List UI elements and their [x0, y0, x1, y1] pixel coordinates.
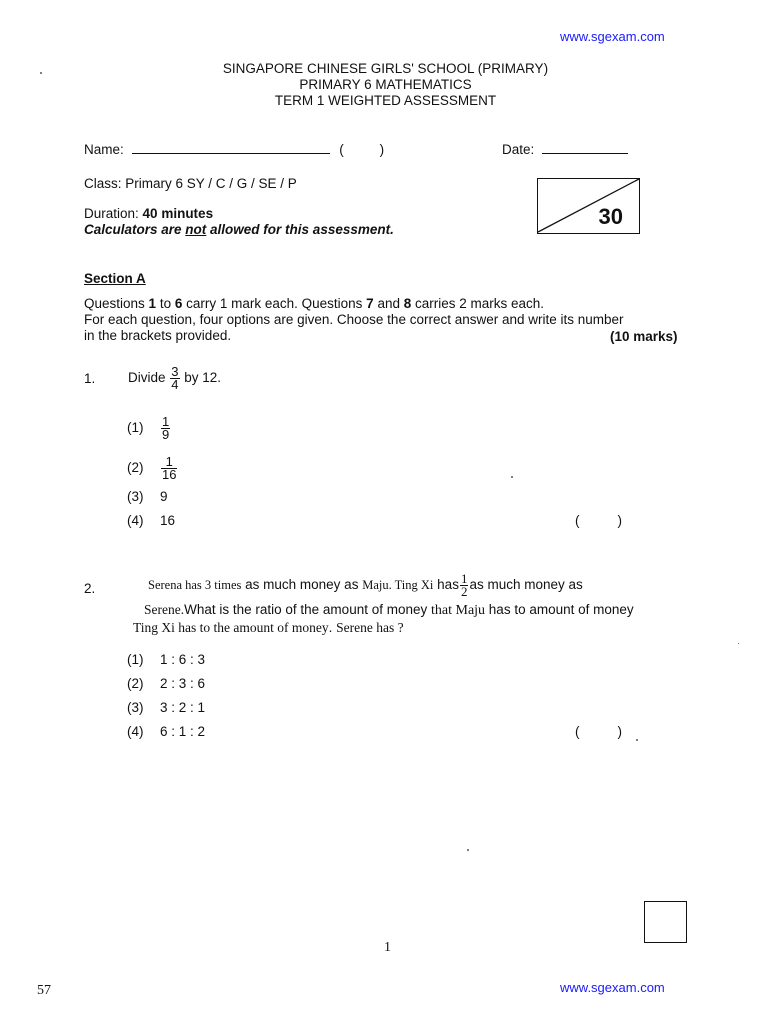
- fraction-denominator: 16: [162, 466, 177, 482]
- score-box-diagonal: [538, 179, 639, 233]
- top-website-link[interactable]: www.sgexam.com: [560, 29, 665, 44]
- instruction-bold: 7: [366, 296, 374, 311]
- instruction-text: carry 1 mark each. Questions: [182, 296, 367, 311]
- q1-answer-bracket[interactable]: [575, 513, 622, 528]
- option-value: 1 : 6 : 3: [160, 652, 206, 667]
- q2-text-serif: Serena has 3 times: [148, 578, 242, 592]
- q1-number: 1.: [84, 371, 96, 386]
- date-label: Date:: [502, 142, 535, 157]
- total-score-box: [537, 178, 640, 234]
- q1-option-4[interactable]: [127, 513, 175, 528]
- date-blank-line[interactable]: [542, 143, 628, 154]
- option-label: (1): [127, 652, 144, 667]
- q2-number: 2.: [84, 581, 96, 596]
- option-label: (3): [127, 489, 144, 504]
- calculator-notice: [84, 222, 394, 237]
- option-label: (1): [127, 420, 144, 435]
- q2-option-1[interactable]: [127, 652, 205, 667]
- fraction-numerator: 1: [165, 453, 173, 469]
- bottom-website-link[interactable]: www.sgexam.com: [560, 980, 665, 995]
- option-label: (4): [127, 724, 144, 739]
- q2-text-serif: Maju. Ting Xi: [362, 578, 434, 592]
- calculator-notice-not: not: [185, 222, 207, 237]
- scan-speck: [40, 72, 42, 74]
- calculator-notice-start: Calculators are: [84, 222, 186, 237]
- q2-fraction: [460, 570, 469, 599]
- bracket-open: (: [575, 513, 580, 528]
- q2-text-serif: Ting Xi has to the amount of money: [133, 620, 329, 635]
- q1-option-3[interactable]: [127, 489, 168, 504]
- q1-fraction: [170, 363, 179, 392]
- option-value: 3 : 2 : 1: [160, 700, 206, 715]
- q2-text: as much money as: [241, 577, 363, 592]
- bracket-open: (: [575, 724, 580, 739]
- duration-value: 40 minutes: [142, 206, 214, 221]
- q2-text-serif: that Maju: [431, 603, 486, 618]
- q1-option-1[interactable]: [127, 411, 171, 445]
- option-value: 9: [160, 489, 168, 504]
- q2-text-serif: Serene has ?: [336, 620, 404, 635]
- q1-stem: [128, 361, 221, 395]
- scan-speck: [738, 643, 739, 644]
- fraction-denominator: 2: [460, 583, 468, 599]
- q2-option-2[interactable]: [127, 676, 205, 691]
- name-row: [84, 142, 384, 157]
- bracket-close: ): [617, 513, 622, 528]
- instruction-text: carries 2 marks each.: [411, 296, 545, 311]
- date-row: [502, 142, 628, 157]
- instruction-bold: 6: [174, 296, 183, 311]
- q2-option-4[interactable]: [127, 724, 205, 739]
- q2-text: What is the ratio of the amount of money: [184, 602, 431, 617]
- fraction-denominator: 4: [171, 376, 179, 392]
- subject-title: PRIMARY 6 MATHEMATICS: [299, 77, 472, 92]
- q1-stem-suffix: by 12.: [184, 370, 222, 385]
- option-value: 16: [160, 513, 176, 528]
- assessment-title: TERM 1 WEIGHTED ASSESSMENT: [274, 93, 497, 108]
- option-label: (4): [127, 513, 144, 528]
- name-label: Name:: [84, 142, 124, 157]
- instruction-bold: 1: [148, 296, 157, 311]
- q2-text-serif: Serene.: [144, 602, 185, 617]
- fraction-numerator: 1: [162, 413, 170, 429]
- q1-stem-prefix: Divide: [128, 370, 166, 385]
- class-line: Class: Primary 6 SY / C / G / SE / P: [84, 176, 297, 191]
- fraction-numerator: 3: [171, 363, 179, 379]
- option-value: 2 : 3 : 6: [160, 676, 206, 691]
- scan-page-number: 57: [37, 983, 51, 998]
- fraction-denominator: 9: [162, 426, 170, 442]
- option-fraction: [161, 413, 170, 442]
- option-value: 6 : 1 : 2: [160, 724, 206, 739]
- q2-text: .: [328, 620, 337, 635]
- q2-stem-line-2: [144, 602, 634, 619]
- option-label: (3): [127, 700, 144, 715]
- school-title: SINGAPORE CHINESE GIRLS' SCHOOL (PRIMARY): [222, 61, 549, 76]
- index-bracket-open: (: [339, 142, 344, 157]
- q2-answer-bracket[interactable]: [575, 724, 622, 739]
- instruction-line-1: [84, 296, 544, 311]
- instruction-text: to: [156, 296, 175, 311]
- q2-text: as much money as: [469, 577, 583, 592]
- name-blank-line[interactable]: [132, 143, 330, 154]
- q1-option-2[interactable]: [127, 451, 178, 485]
- fraction-numerator: 1: [460, 570, 468, 586]
- q2-stem-line-1: [148, 568, 583, 602]
- duration-line: [84, 206, 213, 221]
- option-fraction: [161, 453, 177, 482]
- instruction-text: and: [373, 296, 404, 311]
- option-label: (2): [127, 460, 144, 475]
- calculator-notice-end: allowed for this assessment.: [206, 222, 394, 237]
- total-marks: 30: [598, 204, 623, 229]
- index-bracket-close: ): [379, 142, 385, 157]
- section-title: Section A: [84, 271, 146, 286]
- option-label: (2): [127, 676, 144, 691]
- page-number: 1: [384, 940, 391, 955]
- instruction-line-3: in the brackets provided.: [84, 328, 232, 343]
- q2-option-3[interactable]: [127, 700, 205, 715]
- instruction-line-2: For each question, four options are given. Choose the correct answer and write its number: [84, 312, 624, 327]
- page-marks-box[interactable]: [644, 901, 687, 943]
- duration-label: Duration:: [84, 206, 139, 221]
- instruction-text: Questions: [84, 296, 149, 311]
- section-marks: (10 marks): [610, 329, 678, 344]
- bracket-close: ): [617, 724, 622, 739]
- q2-text: has to amount of money: [485, 602, 634, 617]
- scan-speck: [511, 476, 513, 478]
- scan-speck: [467, 849, 469, 851]
- q2-text: has: [433, 577, 459, 592]
- scan-speck: [636, 739, 638, 741]
- instruction-bold: 8: [403, 296, 412, 311]
- q2-stem-line-3: [133, 620, 404, 636]
